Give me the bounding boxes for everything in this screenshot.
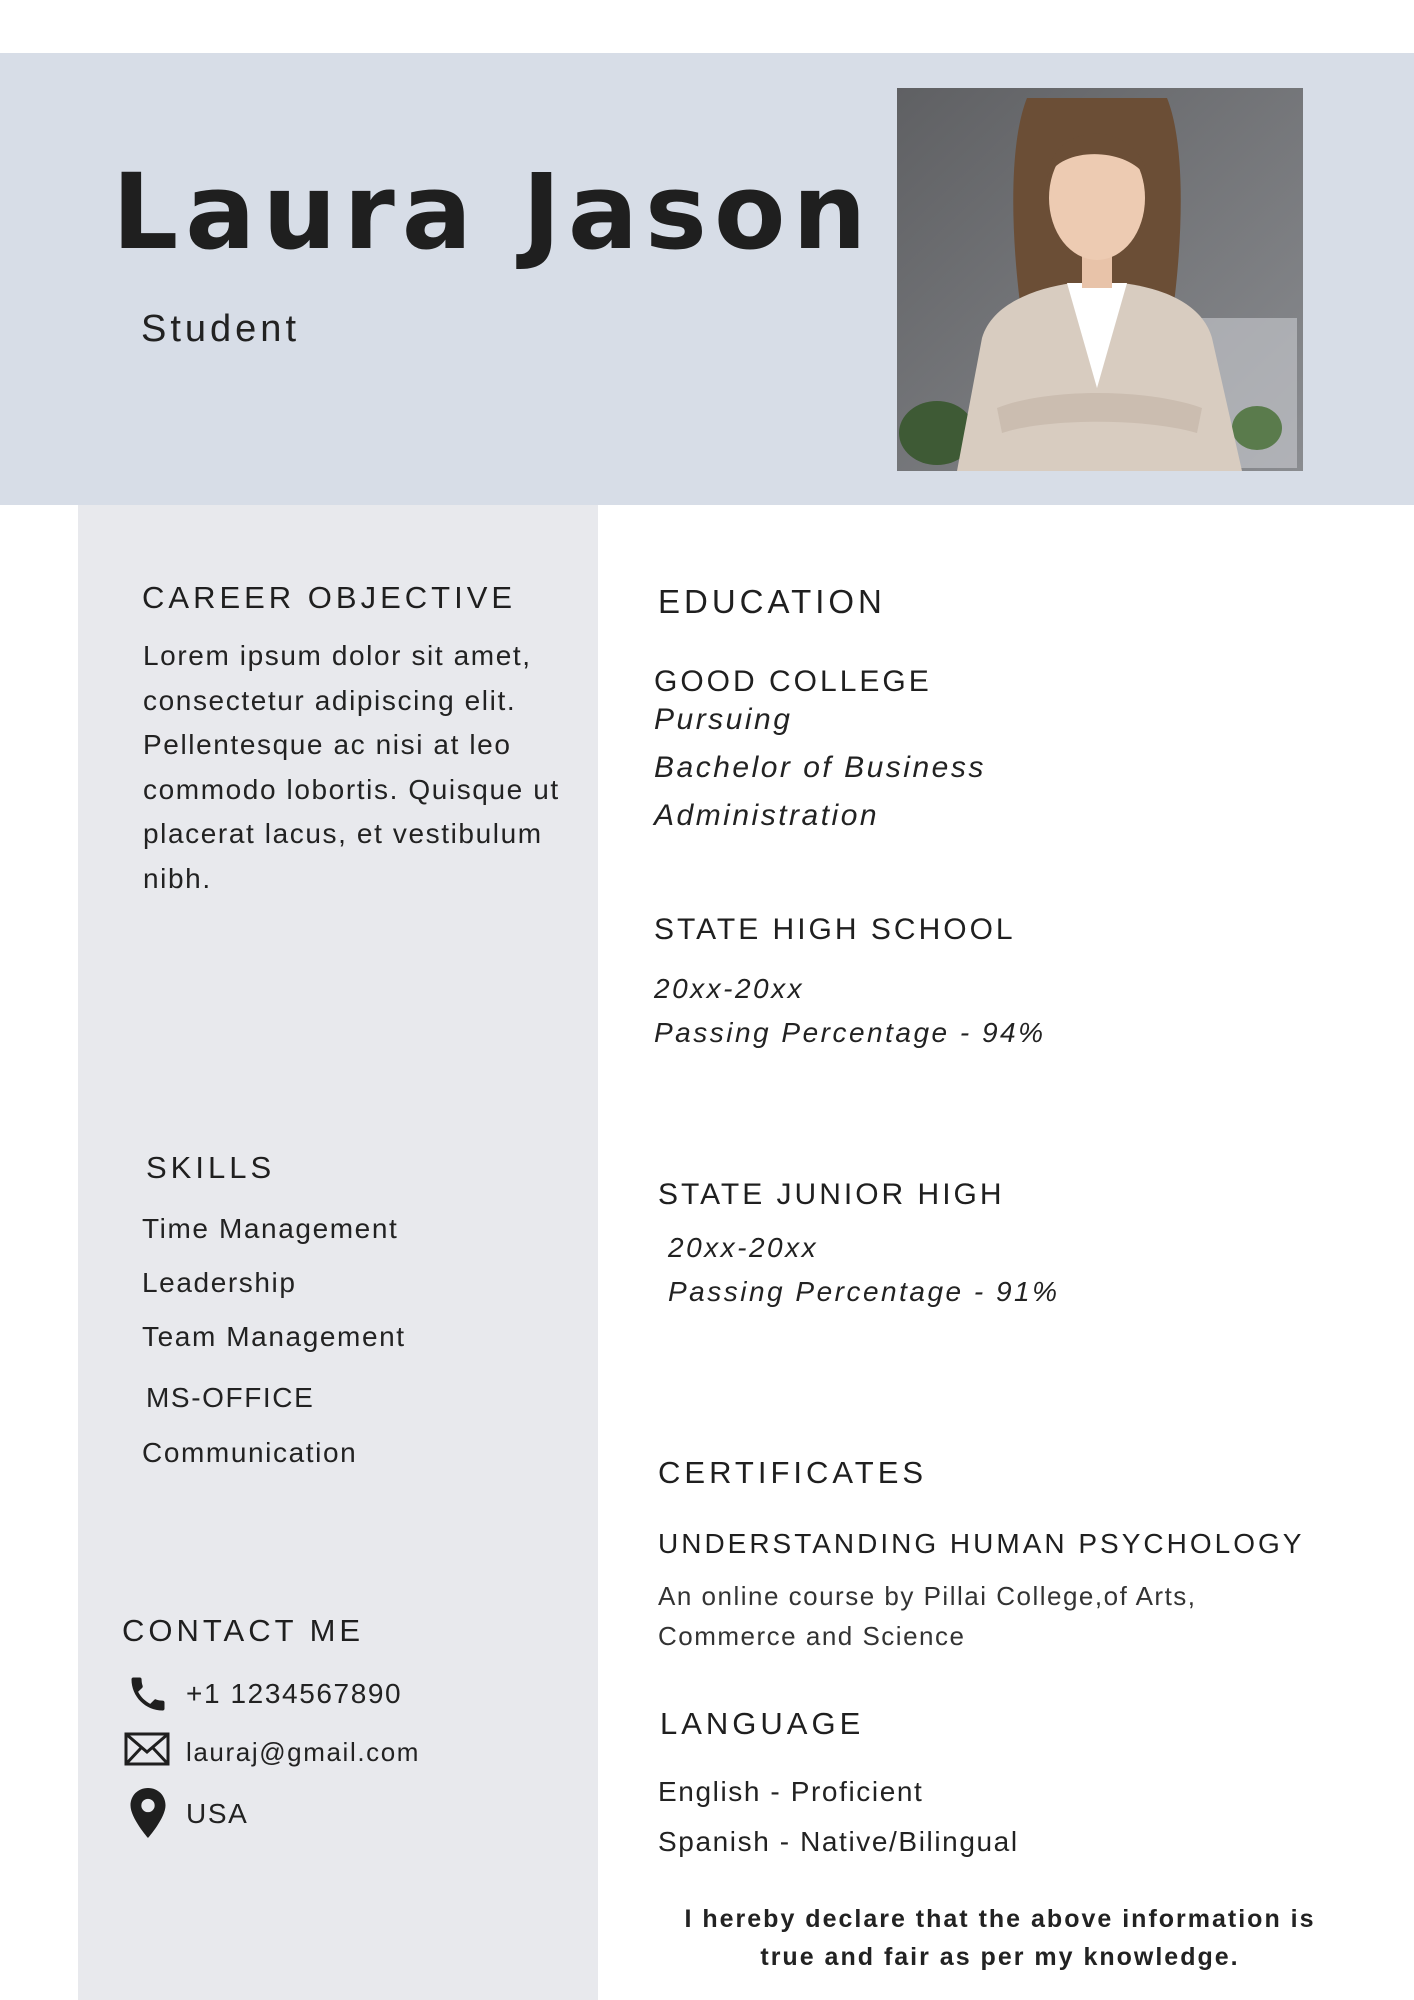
mail-icon bbox=[124, 1732, 170, 1766]
junior-high-years: 20xx-20xx bbox=[668, 1232, 819, 1263]
high-school-name: STATE HIGH SCHOOL bbox=[654, 913, 1016, 946]
junior-high-result: Passing Percentage - 91% bbox=[668, 1276, 1060, 1307]
phone-icon bbox=[126, 1672, 170, 1716]
skill-item: Time Management bbox=[142, 1213, 399, 1244]
location-pin-icon bbox=[128, 1788, 168, 1838]
education-heading: EDUCATION bbox=[658, 583, 886, 620]
college-status: Pursuing bbox=[654, 703, 793, 736]
candidate-name: Laura Jason bbox=[112, 151, 874, 273]
contact-email: lauraj@gmail.com bbox=[186, 1737, 421, 1767]
declaration-line1: I hereby declare that the above information is bbox=[684, 1905, 1316, 1933]
skill-item: Communication bbox=[142, 1437, 358, 1468]
skill-item: MS-OFFICE bbox=[146, 1382, 315, 1413]
high-school-years: 20xx-20xx bbox=[654, 973, 805, 1004]
skill-item: Team Management bbox=[142, 1321, 406, 1352]
skills-heading: SKILLS bbox=[146, 1150, 276, 1185]
declaration-line2: true and fair as per my knowledge. bbox=[760, 1943, 1240, 1971]
certificate-desc-line1: An online course by Pillai College,of Arts, bbox=[658, 1581, 1197, 1611]
profile-photo-illustration bbox=[897, 88, 1303, 471]
contact-location: USA bbox=[186, 1798, 249, 1829]
candidate-role: Student bbox=[141, 308, 300, 350]
language-heading: LANGUAGE bbox=[660, 1706, 865, 1741]
college-name: GOOD COLLEGE bbox=[654, 665, 932, 698]
college-degree-line2: Administration bbox=[654, 799, 880, 832]
skill-item: Leadership bbox=[142, 1267, 297, 1298]
college-degree-line1: Bachelor of Business bbox=[654, 751, 986, 784]
certificate-name: UNDERSTANDING HUMAN PSYCHOLOGY bbox=[658, 1528, 1305, 1559]
language-item: Spanish - Native/Bilingual bbox=[658, 1826, 1019, 1857]
career-objective-text: Lorem ipsum dolor sit amet, consectetur adipiscing elit. Pellentesque ac nisi at leo commodo lobortis. Quisque ut placerat lacus, et vestibulum nibh. bbox=[143, 640, 560, 894]
profile-photo bbox=[897, 88, 1303, 471]
high-school-result: Passing Percentage - 94% bbox=[654, 1017, 1046, 1048]
certificate-desc-line2: Commerce and Science bbox=[658, 1621, 966, 1651]
career-objective-heading: CAREER OBJECTIVE bbox=[142, 580, 517, 615]
certificates-heading: CERTIFICATES bbox=[658, 1455, 928, 1490]
declaration bbox=[640, 1900, 1360, 1976]
contact-heading: CONTACT ME bbox=[122, 1613, 365, 1648]
contact-phone: +1 1234567890 bbox=[186, 1678, 403, 1709]
language-item: English - Proficient bbox=[658, 1776, 924, 1807]
junior-high-name: STATE JUNIOR HIGH bbox=[658, 1178, 1005, 1211]
